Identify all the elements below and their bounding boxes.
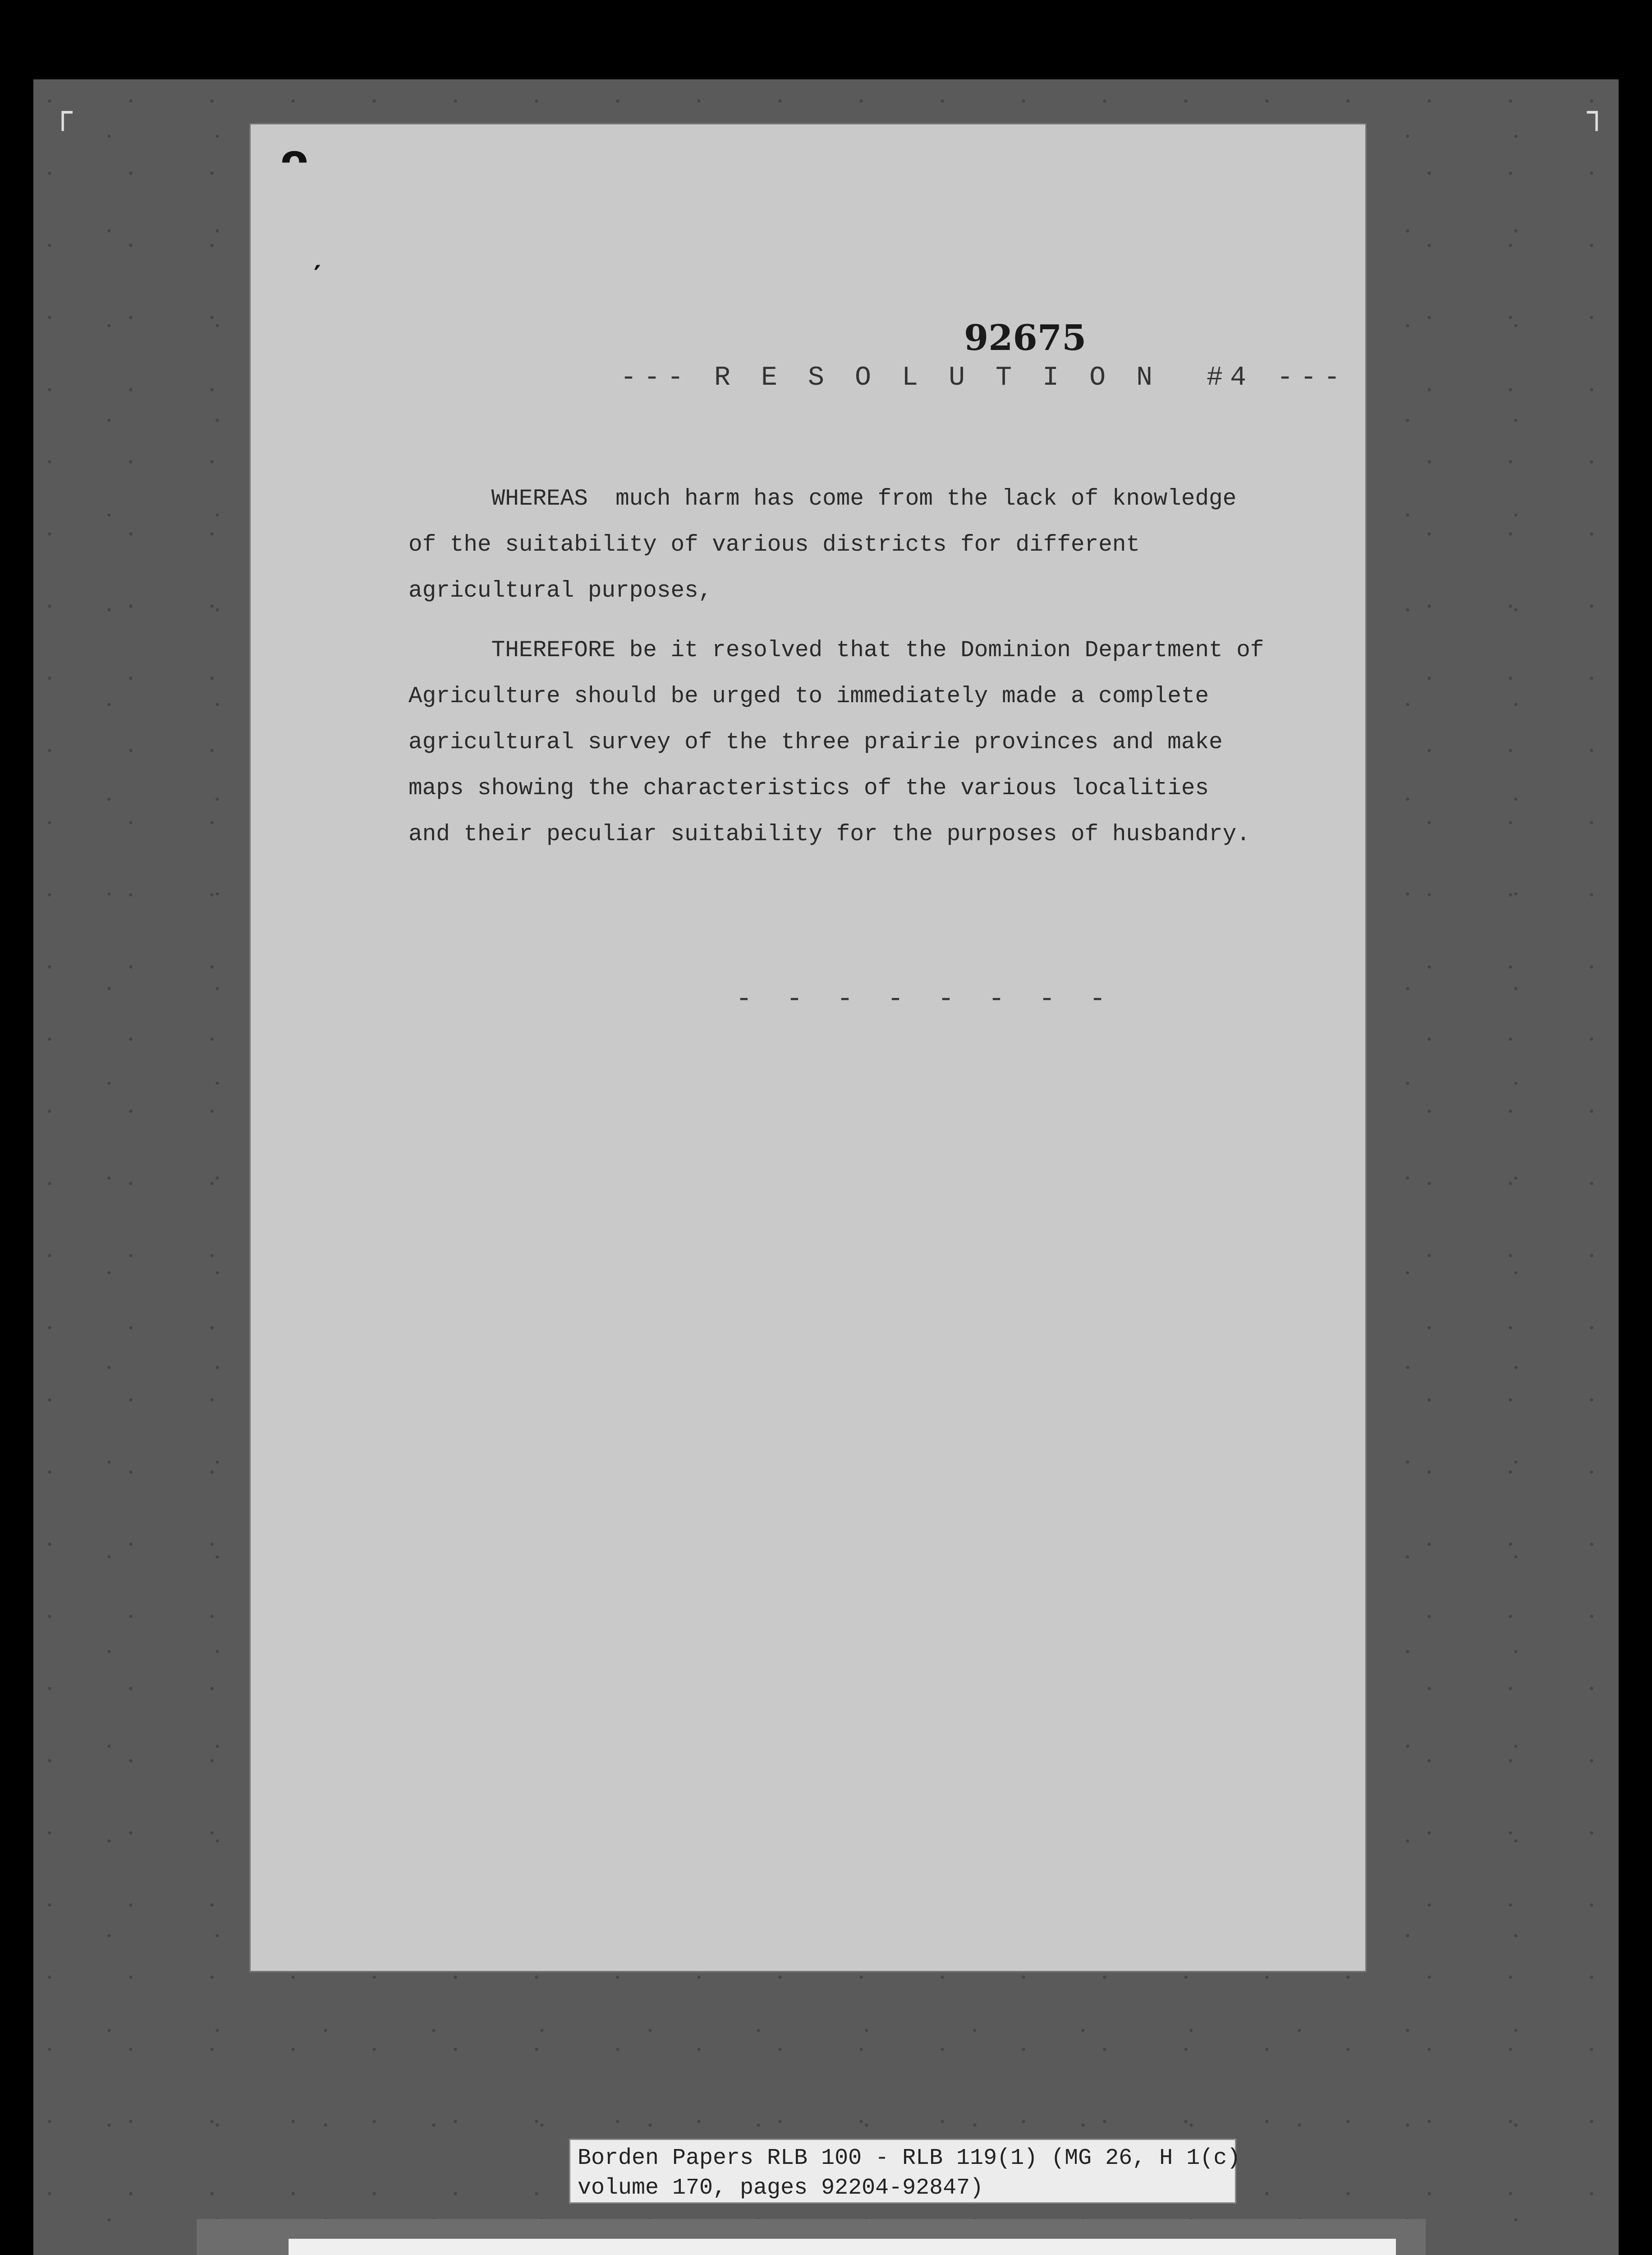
archives-card — [289, 2239, 1396, 2255]
document-number: 92675 — [964, 318, 1087, 359]
frame-corner-mark: ┐ — [1587, 94, 1606, 131]
frame-corner-mark: ┌ — [53, 94, 73, 131]
reference-line: volume 170, pages 92204-92847) — [578, 2175, 984, 2201]
margin-pen-mark: ᴖ — [280, 136, 308, 184]
whereas-paragraph — [408, 476, 1265, 614]
paragraph-line: maps showing the characteristics of the various localities — [408, 776, 1209, 801]
paragraph-line: Agriculture should be urged to immediately made a complete — [408, 684, 1209, 709]
reference-label — [569, 2139, 1241, 2204]
resolution-document — [251, 124, 1365, 1971]
closing-rule: - - - - - - - - — [736, 984, 1115, 1015]
paragraph-line: agricultural survey of the three prairie provinces and make — [408, 730, 1223, 755]
therefore-paragraph — [408, 628, 1265, 858]
paragraph-line: and their peculiar suitability for the purposes of husbandry. — [408, 822, 1250, 847]
document-heading: --- R E S O L U T I O N #4 --- — [620, 363, 1348, 393]
paragraph-line: agricultural purposes, — [408, 578, 712, 604]
paragraph-line: WHEREAS much harm has come from the lack of knowledge — [408, 486, 1237, 512]
paragraph-line: of the suitability of various districts for different — [408, 532, 1140, 558]
paragraph-line: THEREFORE be it resolved that the Dominion Department of — [408, 638, 1264, 663]
reference-line: Borden Papers RLB 100 - RLB 119(1) (MG 26, H 1(c) — [578, 2145, 1241, 2171]
margin-pen-mark: ′ — [314, 260, 321, 291]
